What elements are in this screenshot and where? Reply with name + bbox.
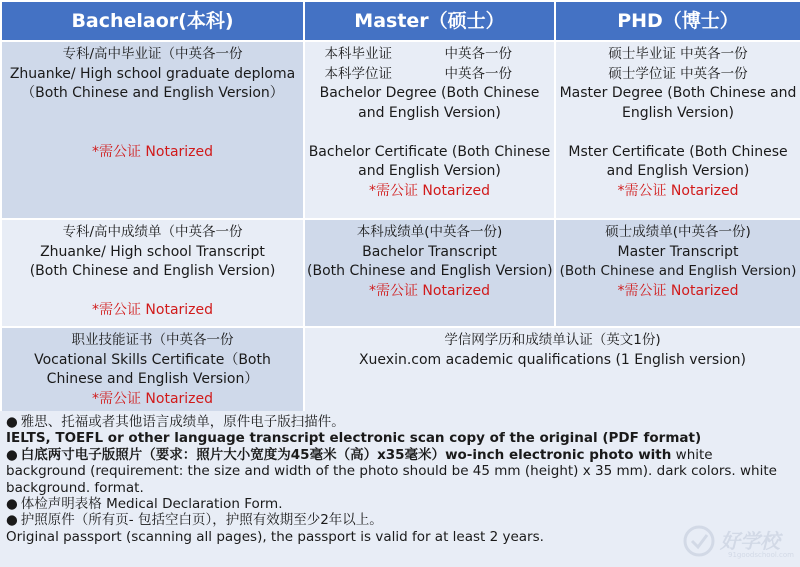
header-bachelor: Bachelaor(本科)	[1, 1, 304, 41]
phd-transcript-cn: 硕士成绩单(中英各一份)	[605, 224, 751, 240]
master-transcript-cell	[304, 219, 555, 327]
bachelor-diploma-cn: 专科/高中毕业证（中英各一份	[62, 46, 243, 62]
additional-requirements	[0, 411, 800, 567]
diploma-row	[1, 41, 800, 219]
bachelor-diploma-en1: Zhuanke/ High school graduate deploma	[9, 65, 296, 82]
phd-diploma-notarized: *需公证 Notarized	[617, 182, 739, 199]
header-master: Master（硕士）	[304, 1, 555, 41]
note-language-en: IELTS, TOEFL or other language transcript electronic scan copy of the original (PDF format)	[6, 430, 702, 447]
watermark-logo-icon	[682, 524, 716, 558]
phd-transcript-en1: Master Transcript	[617, 243, 739, 260]
master-transcript-cn: 本科成绩单(中英各一份)	[356, 224, 503, 240]
master-diploma-cn1: 本科毕业证 中英各一份	[324, 46, 512, 62]
vocational-cn: 职业技能证书（中英各一份	[71, 332, 234, 348]
note-passport-en: Original passport (scanning all pages), the passport is valid for at least 2 years.	[6, 528, 544, 545]
master-diploma-notarized: *需公证 Notarized	[368, 182, 491, 199]
phd-diploma-cn1: 硕士毕业证 中英各一份	[608, 46, 748, 62]
note-medical: ● 体检声明表格 Medical Declaration Form.	[6, 496, 283, 513]
master-transcript-en2: (Both Chinese and English Version)	[307, 263, 553, 279]
master-degree-en: Bachelor Degree (Both Chinese and English Version)	[319, 85, 540, 121]
bachelor-diploma-cell	[1, 41, 304, 219]
xuexin-cell	[304, 327, 800, 414]
phd-diploma-cell	[555, 41, 800, 219]
note-language-cn: ● 雅思、托福或者其他语言成绩单，原件电子版扫描件。	[6, 414, 345, 430]
bullet-icon: ●	[6, 414, 18, 430]
bullet-icon: ●	[6, 496, 18, 513]
bachelor-diploma-en2: （Both Chinese and English Version）	[21, 85, 284, 101]
phd-diploma-cn2: 硕士学位证 中英各一份	[608, 65, 748, 82]
site-watermark	[682, 523, 792, 559]
bachelor-transcript-en2: (Both Chinese and English Version)	[29, 263, 276, 279]
vocational-cell	[1, 327, 304, 414]
bachelor-transcript-cell	[1, 219, 304, 327]
phd-certificate-en: Mster Certificate (Both Chinese and English Version)	[568, 143, 788, 179]
bachelor-diploma-notarized: *需公证 Notarized	[91, 144, 214, 160]
header-phd: PHD（博士）	[555, 1, 800, 41]
skills-row	[1, 327, 800, 414]
note-photo: ● 白底两寸电子版照片（要求：照片大小宽度为45毫米（高）x35毫米）wo-inch electronic photo with white background (requirement: the size and width of the photo should be 45 mm (height) x 35 mm). dark colors. white background. format.	[6, 446, 777, 496]
master-certificate-en: Bachelor Certificate (Both Chinese and English Version)	[308, 143, 551, 179]
transcript-row	[1, 219, 800, 327]
bachelor-transcript-cn: 专科/高中成绩单（中英各一份	[62, 224, 243, 240]
phd-transcript-en2: (Both Chinese and English Version)	[559, 263, 797, 279]
phd-degree-en: Master Degree (Both Chinese and English Version)	[559, 85, 797, 121]
phd-transcript-notarized: *需公证 Notarized	[617, 282, 739, 299]
master-diploma-cn2: 本科学位证 中英各一份	[324, 65, 512, 82]
watermark-sub: 91goodschool.com	[728, 551, 794, 559]
bullet-icon: ●	[6, 446, 18, 463]
xuexin-cn: 学信网学历和成绩单认证（英文1份)	[444, 332, 661, 348]
note-passport-cn: ● 护照原件（所有页- 包括空白页），护照有效期至少2年以上。	[6, 512, 383, 529]
watermark-text: 好学校	[720, 528, 780, 553]
xuexin-en: Xuexin.com academic qualifications (1 English version)	[358, 351, 747, 368]
header-row	[1, 1, 800, 41]
vocational-notarized: *需公证 Notarized	[91, 390, 214, 407]
phd-transcript-cell	[555, 219, 800, 327]
bachelor-transcript-en1: Zhuanke/ High school Transcript	[40, 243, 265, 260]
master-transcript-en1: Bachelor Transcript	[362, 243, 497, 260]
vocational-en: Vocational Skills Certificate（Both Chinese and English Version）	[34, 351, 271, 387]
bachelor-transcript-notarized: *需公证 Notarized	[91, 302, 214, 318]
master-diploma-cell	[304, 41, 555, 219]
master-transcript-notarized: *需公证 Notarized	[368, 282, 491, 299]
bullet-icon: ●	[6, 512, 18, 529]
